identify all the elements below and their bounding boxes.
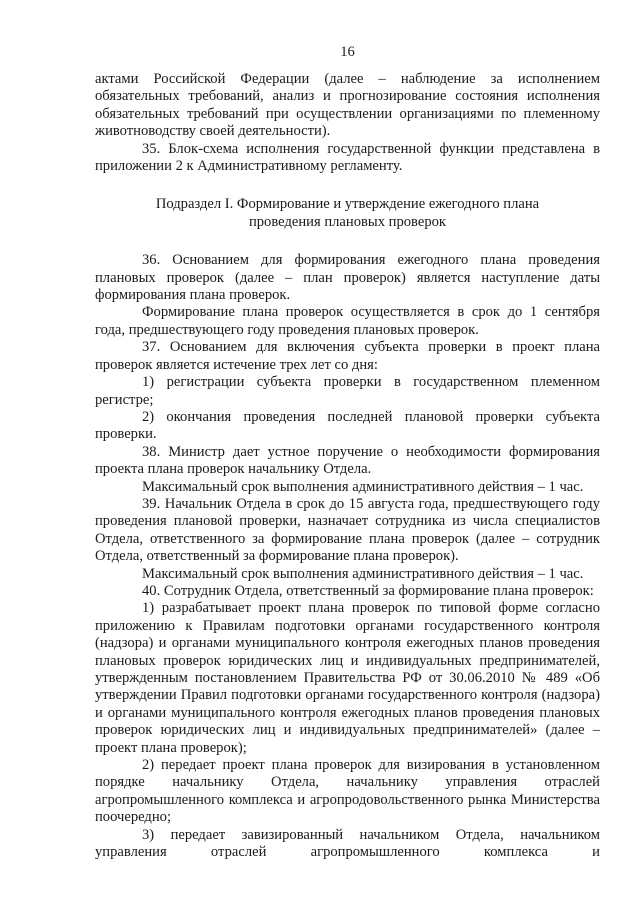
paragraph-36-deadline: Формирование плана проверок осуществляется в срок до 1 сентября года, предшествующего году проведения плановых проверок.: [95, 304, 600, 338]
subsection-title-line-1: Подраздел I. Формирование и утверждение ежегодного плана: [155, 196, 540, 213]
paragraph-continuation: актами Российской Федерации (далее – наблюдение за исполнением обязательных требований, анализ и прогнозирование состояния исполнения обязательных требований при осуществлении организациями по племенному животноводству своей деятельности).: [95, 71, 600, 140]
subsection-title-line-2: проведения плановых проверок: [248, 213, 447, 230]
paragraph-38-deadline: Максимальный срок выполнения административного действия – 1 час.: [142, 478, 584, 495]
paragraph-38: 38. Министр дает устное поручение о необходимости формирования проекта плана проверок начальнику Отдела.: [95, 443, 600, 478]
document-body: [95, 71, 600, 861]
paragraph-35: 35. Блок-схема исполнения государственной функции представлена в приложении 2 к Административному регламенту.: [95, 140, 600, 175]
paragraph-37: 37. Основанием для включения субъекта проверки в проект плана проверок является истечение трех лет со дня:: [95, 339, 600, 373]
paragraph-39: 39. Начальник Отдела в срок до 15 августа года, предшествующего году проведения плановой проверки, назначает сотрудника из числа специалистов Отдела, ответственного за формирование плана проверок (далее – сотрудник Отдела, ответственный за формирование плана проверок).: [95, 495, 600, 565]
paragraph-37-item-2: 2) окончания проведения последней плановой проверки субъекта проверки.: [95, 408, 600, 443]
paragraph-37-item-1: 1) регистрации субъекта проверки в государственном племенном регистре;: [95, 374, 600, 408]
paragraph-36: 36. Основанием для формирования ежегодного плана проведения плановых проверок (далее – план проверок) является наступление даты формирования плана проверок.: [95, 252, 600, 304]
paragraph-40: 40. Сотрудник Отдела, ответственный за формирование плана проверок:: [142, 582, 594, 599]
paragraph-39-deadline: Максимальный срок выполнения административного действия – 1 час.: [142, 565, 584, 582]
paragraph-40-item-3: 3) передает завизированный начальником Отдела, начальником управления отраслей агропромышленного комплекса и: [95, 826, 600, 861]
subsection-title: [95, 196, 600, 231]
paragraph-40-item-1: 1) разрабатывает проект плана проверок по типовой форме согласно приложению к Правилам подготовки органами государственного контроля (надзора) и органами муниципального контроля ежегодных планов проведения плановых проверок юридических лиц и индивидуальных предпринимателей, утвержденным постановлением Правительства РФ от 30.06.2010 № 489 «Об утверждении Правил подготовки органами государственного контроля (надзора) и органами муниципального контроля ежегодных планов проведения плановых проверок юридических лиц и индивидуальных предпринимателей» (далее – проект плана проверок);: [95, 600, 600, 756]
paragraph-40-item-2: 2) передает проект плана проверок для визирования в установленном порядке начальнику Отдела, начальнику управления отраслей агропромышленного комплекса и агропродовольственного рынка Министерства поочередно;: [95, 757, 600, 826]
page-number: 16: [340, 44, 355, 60]
